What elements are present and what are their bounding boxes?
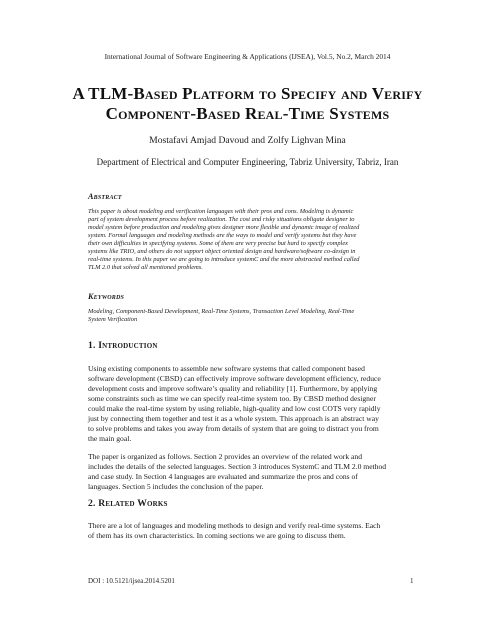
introduction-paragraph-1 <box>88 364 416 444</box>
related-works-heading: 2. Related Works <box>88 498 168 509</box>
page-number: 1 <box>410 577 414 585</box>
title-line: Component-Based Real-Time Systems <box>105 104 390 123</box>
abstract-line: their own difficulties in specifying systems. Some of them are very precise but hard to specify complex <box>88 240 349 247</box>
journal-header: International Journal of Software Engineering & Applications (IJSEA), Vol.5, No.2, March 2014 <box>104 52 391 61</box>
introduction-paragraph-2 <box>88 452 416 492</box>
text-line: The paper is organized as follows. Section 2 provides an overview of the related work and <box>88 452 362 461</box>
keywords-body <box>88 308 416 324</box>
abstract-line: model system before production and modeling gives designer more flexible and dynamic image of realized <box>88 224 360 231</box>
text-line: Using existing components to assemble new software systems that called component based <box>88 364 365 373</box>
text-line: includes the details of the selected languages. Section 3 introduces SystemC and TLM 2.0 method <box>88 462 387 471</box>
abstract-line: TLM 2.0 that solved all mentioned problems. <box>88 264 203 271</box>
abstract-line: This paper is about modeling and verification languages with their pros and cons. Modeling is dynamic <box>88 208 354 215</box>
authors: Mostafavi Amjad Davoud and Zolfy Lighvan Mina <box>149 135 346 146</box>
affiliation: Department of Electrical and Computer Engineering, Tabriz University, Tabriz, Iran <box>96 157 399 167</box>
paper-title <box>40 84 455 124</box>
text-line: of them has its own characteristics. In coming sections we are going to discuss them. <box>88 531 346 540</box>
abstract-heading: Abstract <box>88 192 122 201</box>
text-line: could make the real-time system by using reliable, high-quality and low cost COTS very rapidly <box>88 404 381 413</box>
text-line: some constraints such as time we can specify real-time system too. By CBSD method designer <box>88 394 376 403</box>
abstract-line: part of system development process before realization. The cost and risky situations obligate designer to <box>88 216 355 223</box>
abstract-body <box>88 208 416 272</box>
abstract-line: real-time systems. In this paper we are going to introduce systemC and the more abstracted method called <box>88 256 360 263</box>
text-line: languages. Section 5 includes the conclusion of the paper. <box>88 482 264 491</box>
text-line: just by connecting them together and test it as a whole system. This approach is an abstract way <box>88 414 379 423</box>
text-line: to solve problems and takes you away from details of system that are going to distract you from <box>88 424 379 433</box>
footer-doi: DOI : 10.5121/ijsea.2014.5201 <box>88 577 175 585</box>
title-line: A TLM-Based Platform to Specify and Verify <box>72 84 423 103</box>
text-line: the main goal. <box>88 434 132 443</box>
keywords-line: System Verification <box>88 316 138 323</box>
text-line: development costs and improve software’s quality and reliability [1]. Furthermore, by applying <box>88 384 378 393</box>
abstract-line: systems like TRIO, and others do not support object oriented design and hardware/software co-design in <box>88 248 356 255</box>
text-line: and case study. In Section 4 languages are evaluated and summarize the pros and cons of <box>88 472 358 481</box>
related-works-paragraph-1 <box>88 521 416 541</box>
text-line: There are a lot of languages and modeling methods to design and verify real-time systems. Each <box>88 521 381 530</box>
introduction-heading: 1. Introduction <box>88 340 158 351</box>
text-line: software development (CBSD) can effectively improve software development efficiency, reduce <box>88 374 381 383</box>
keywords-heading: Keywords <box>88 292 125 301</box>
keywords-line: Modeling, Component-Based Development, Real-Time Systems, Transaction Level Modeling, Real-Time <box>88 308 355 315</box>
abstract-line: system. Formal languages and modeling methods are the ways to model and verify systems but they have <box>88 232 357 239</box>
